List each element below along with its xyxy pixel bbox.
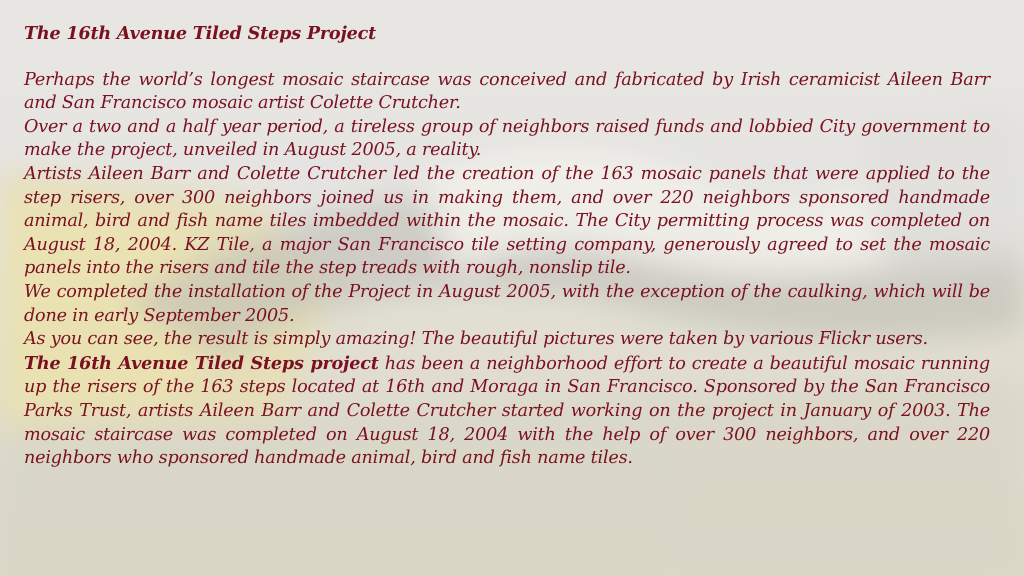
- paragraph: As you can see, the result is simply amazing! The beautiful pictures were taken by various Flickr users.: [24, 329, 928, 350]
- paragraph: Over a two and a half year period, a tireless group of neighbors raised funds and lobbied City government to make the project, unveiled in August 2005, a reality.: [24, 116, 990, 161]
- paragraph: Perhaps the world’s longest mosaic staircase was conceived and fabricated by Irish ceramicist Aileen Barr and San Francisco mosaic artist Colette Crutcher.: [24, 69, 990, 114]
- paragraph: We completed the installation of the Project in August 2005, with the exception of the caulking, which will be done in early September 2005.: [24, 281, 990, 326]
- final-paragraph-text: has been a neighborhood effort to create a beautiful mosaic running up the risers of the 163 steps located at 16th and Moraga in San Francisco. Sponsored by the San Francisco Parks Trust, artists Aileen Barr and Colette Crutcher started working on the project in January of 2003. The mosaic staircase was completed on August 18, 2004 with the help of over 300 neighbors, and over 220 neighbors who sponsored handmade animal, bird and fish name tiles.: [24, 353, 990, 469]
- project-name-lead: The 16th Avenue Tiled Steps project: [24, 352, 379, 374]
- text-block: [24, 22, 990, 471]
- final-paragraph: [24, 352, 990, 471]
- paragraph: Artists Aileen Barr and Colette Crutcher led the creation of the 163 mosaic panels that were applied to the step risers, over 300 neighbors joined us in making them, and over 220 neighbors sponsored handmade animal, bird and fish name tiles imbedded within the mosaic. The City permitting process was completed on August 18, 2004. KZ Tile, a major San Francisco tile setting company, generously agreed to set the mosaic panels into the risers and tile the step treads with rough, nonslip tile.: [24, 163, 990, 279]
- slide-title: The 16th Avenue Tiled Steps Project: [24, 23, 377, 44]
